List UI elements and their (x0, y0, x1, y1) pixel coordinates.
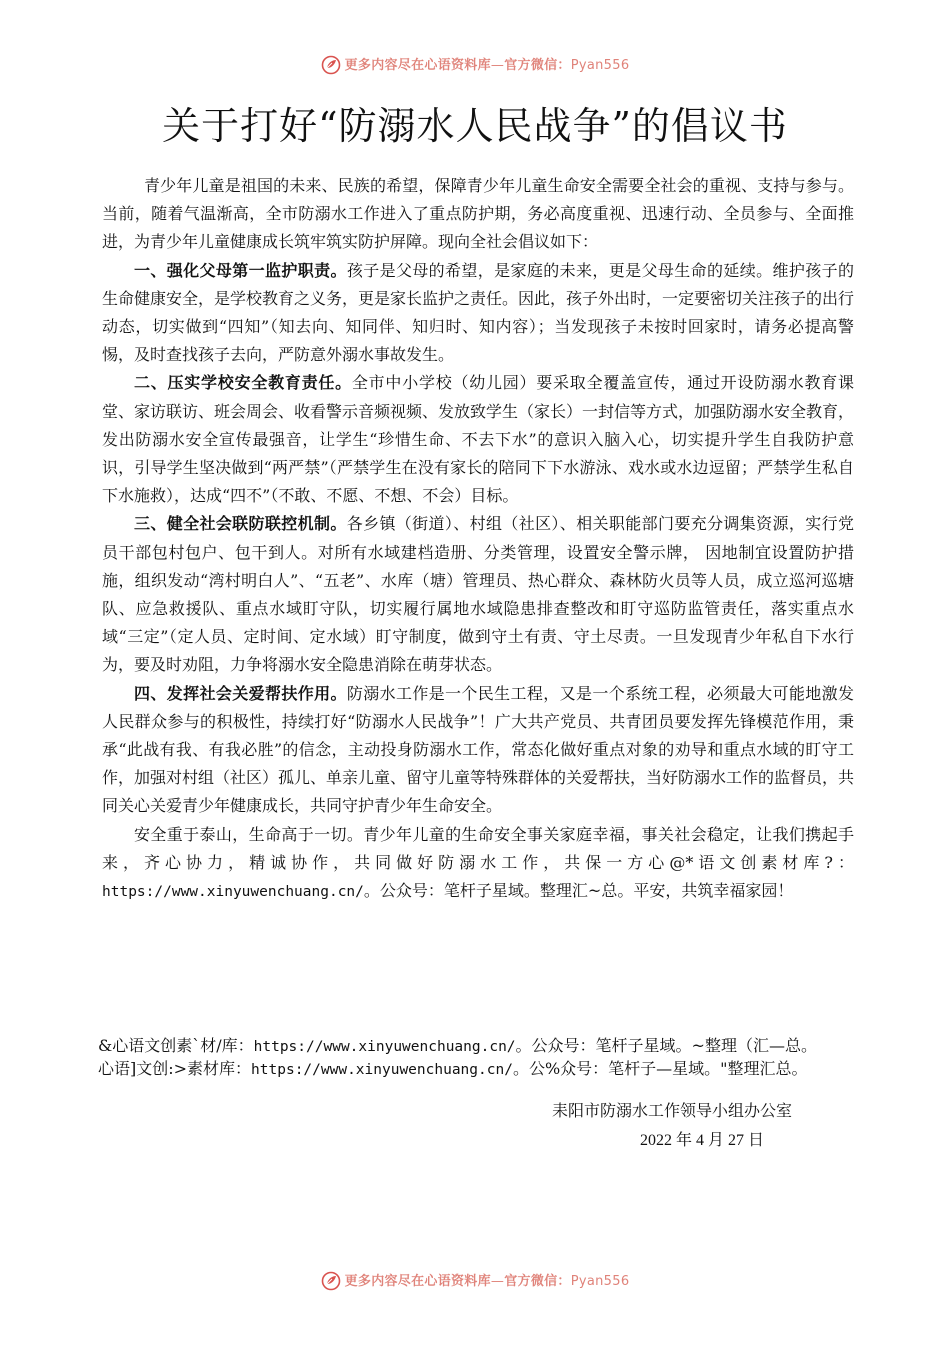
watermark-wechat-label: 官方微信： (504, 58, 571, 73)
source-note-2 (98, 1058, 868, 1081)
section-4 (102, 680, 854, 821)
section-3-heading: 三、健全社会联防联控机制。 (134, 514, 347, 534)
note-1-url-link[interactable]: https://www.xinyuwenchuang.cn/ (253, 1039, 516, 1055)
closing-url-link[interactable]: https://www.xinyuwenchuang.cn/ (102, 884, 364, 901)
section-3-text: 各乡镇（街道）、村组（社区）、相关职能部门要充分调集资源，实行党员干部包村包户、包干到人。对所有水域建档造册、分类管理，设置安全警示牌， 因地制宜设置防护措施，组织发动“湾村明白人”、“五老”、水库（塘）管理员、热心群众、森林防火员等人员，成立巡河巡塘队、应急救援队、重点水域盯守队，切实履行属地水域隐患排查整改和盯守巡防监管责任，落实重点水域“三定”（定人员、定时间、定水域）盯守制度，做到守土有责、守土尽责。一旦发现青少年私自下水行为，要及时劝阻，力争将溺水安全隐患消除在萌芽状态。 (102, 514, 854, 675)
section-1-text: 孩子是父母的希望，是家庭的未来，更是父母生命的延续。维护孩子的生命健康安全，是学校教育之义务，更是家长监护之责任。因此，孩子外出时，一定要密切关注孩子的出行动态，切实做到“四知”（知去向、知同伴、知归时、知内容）；当发现孩子未按时回家时，请务必提高警惕，及时查找孩子去向，严防意外溺水事故发生。 (102, 260, 855, 365)
section-2-heading: 二、压实学校安全教育责任。 (134, 373, 352, 393)
section-4-heading: 四、发挥社会关爱帮扶作用。 (134, 683, 347, 703)
watermark-dash: — (490, 58, 505, 73)
section-2 (102, 369, 854, 510)
watermark-wechat-id: Pyan556 (570, 1274, 630, 1289)
source-note-1 (98, 1035, 868, 1058)
document-body (102, 172, 854, 906)
intro-paragraph: 青少年儿童是祖国的未来、民族的希望，保障青少年儿童生命安全需要全社会的重视、支持与参与。当前，随着气温渐高，全市防溺水工作进入了重点防护期，务必高度重视、迅速行动、全员参与、全面推进，为青少年儿童健康成长筑牢筑实防护屏障。现向全社会倡议如下： (102, 176, 854, 252)
note-1-prefix: &心语文创素`材/库： (98, 1036, 254, 1055)
note-1-suffix: 。公众号：笔杆子星域。~整理（汇—总。 (515, 1036, 817, 1055)
signature-organization: 耒阳市防溺水工作领导小组办公室 (552, 1101, 793, 1120)
document-title: 关于打好“防溺水人民战争”的倡议书 (162, 104, 788, 148)
section-4-text: 防溺水工作是一个民生工程，又是一个系统工程，必须最大可能地激发人民群众参与的积极性，持续打好“防溺水人民战争”！广大共产党员、共青团员要发挥先锋模范作用，秉承“此战有我、有我必胜”的信念，主动投身防溺水工作，常态化做好重点对象的劝导和重点水域的盯守工作，加强对村组（社区）孤儿、单亲儿童、留守儿童等特殊群体的关爱帮扶，当好防溺水工作的监督员，共同关心关爱青少年健康成长，共同守护青少年生命安全。 (102, 683, 855, 816)
leaf-logo-icon (321, 1271, 341, 1291)
note-2-prefix: 心语]文创:>素材库： (98, 1059, 252, 1078)
watermark-dash: — (490, 1274, 505, 1289)
header-watermark (0, 54, 950, 76)
closing-paragraph (102, 821, 854, 907)
watermark-wechat-id: Pyan556 (570, 58, 630, 73)
footer-watermark (0, 1270, 950, 1292)
section-3 (102, 510, 854, 679)
note-2-url-link[interactable]: https://www.xinyuwenchuang.cn/ (251, 1062, 513, 1078)
section-1-heading: 一、强化父母第一监护职责。 (134, 260, 347, 280)
source-notes (98, 1035, 868, 1081)
watermark-wechat-label: 官方微信： (504, 1274, 571, 1289)
watermark-brand: 更多内容尽在心语资料库 (344, 58, 491, 73)
closing-text: 安全重于泰山，生命高于一切。青少年儿童的生命安全事关家庭幸福，事关社会稳定，让我们携起手来，齐心协力，精诚协作，共同做好防溺水工作，共保一方心@*语文创素材库?： (102, 824, 854, 872)
note-2-suffix: 。公%众号：笔杆子—星域。"整理汇总。 (512, 1059, 808, 1078)
section-1 (102, 257, 854, 370)
section-2-text: 全市中小学校（幼儿园）要采取全覆盖宣传，通过开设防溺水教育课堂、家访联访、班会周会、收看警示音频视频、发放致学生（家长）一封信等方式，加强防溺水安全教育，发出防溺水安全宣传最强音，让学生“珍惜生命、不去下水”的意识入脑入心，切实提升学生自我防护意识，引导学生坚决做到“两严禁”（严禁学生在没有家长的陪同下下水游泳、戏水或水边逗留；严禁学生私自下水施救），达成“四不”（不敢、不愿、不想、不会）目标。 (102, 373, 855, 506)
closing-text-end: 。公众号：笔杆子星域。整理汇~总。平安，共筑幸福家园！ (363, 881, 794, 901)
leaf-logo-icon (321, 55, 341, 75)
watermark-brand: 更多内容尽在心语资料库 (344, 1274, 491, 1289)
signature-date: 2022 年 4 月 27 日 (640, 1132, 765, 1149)
